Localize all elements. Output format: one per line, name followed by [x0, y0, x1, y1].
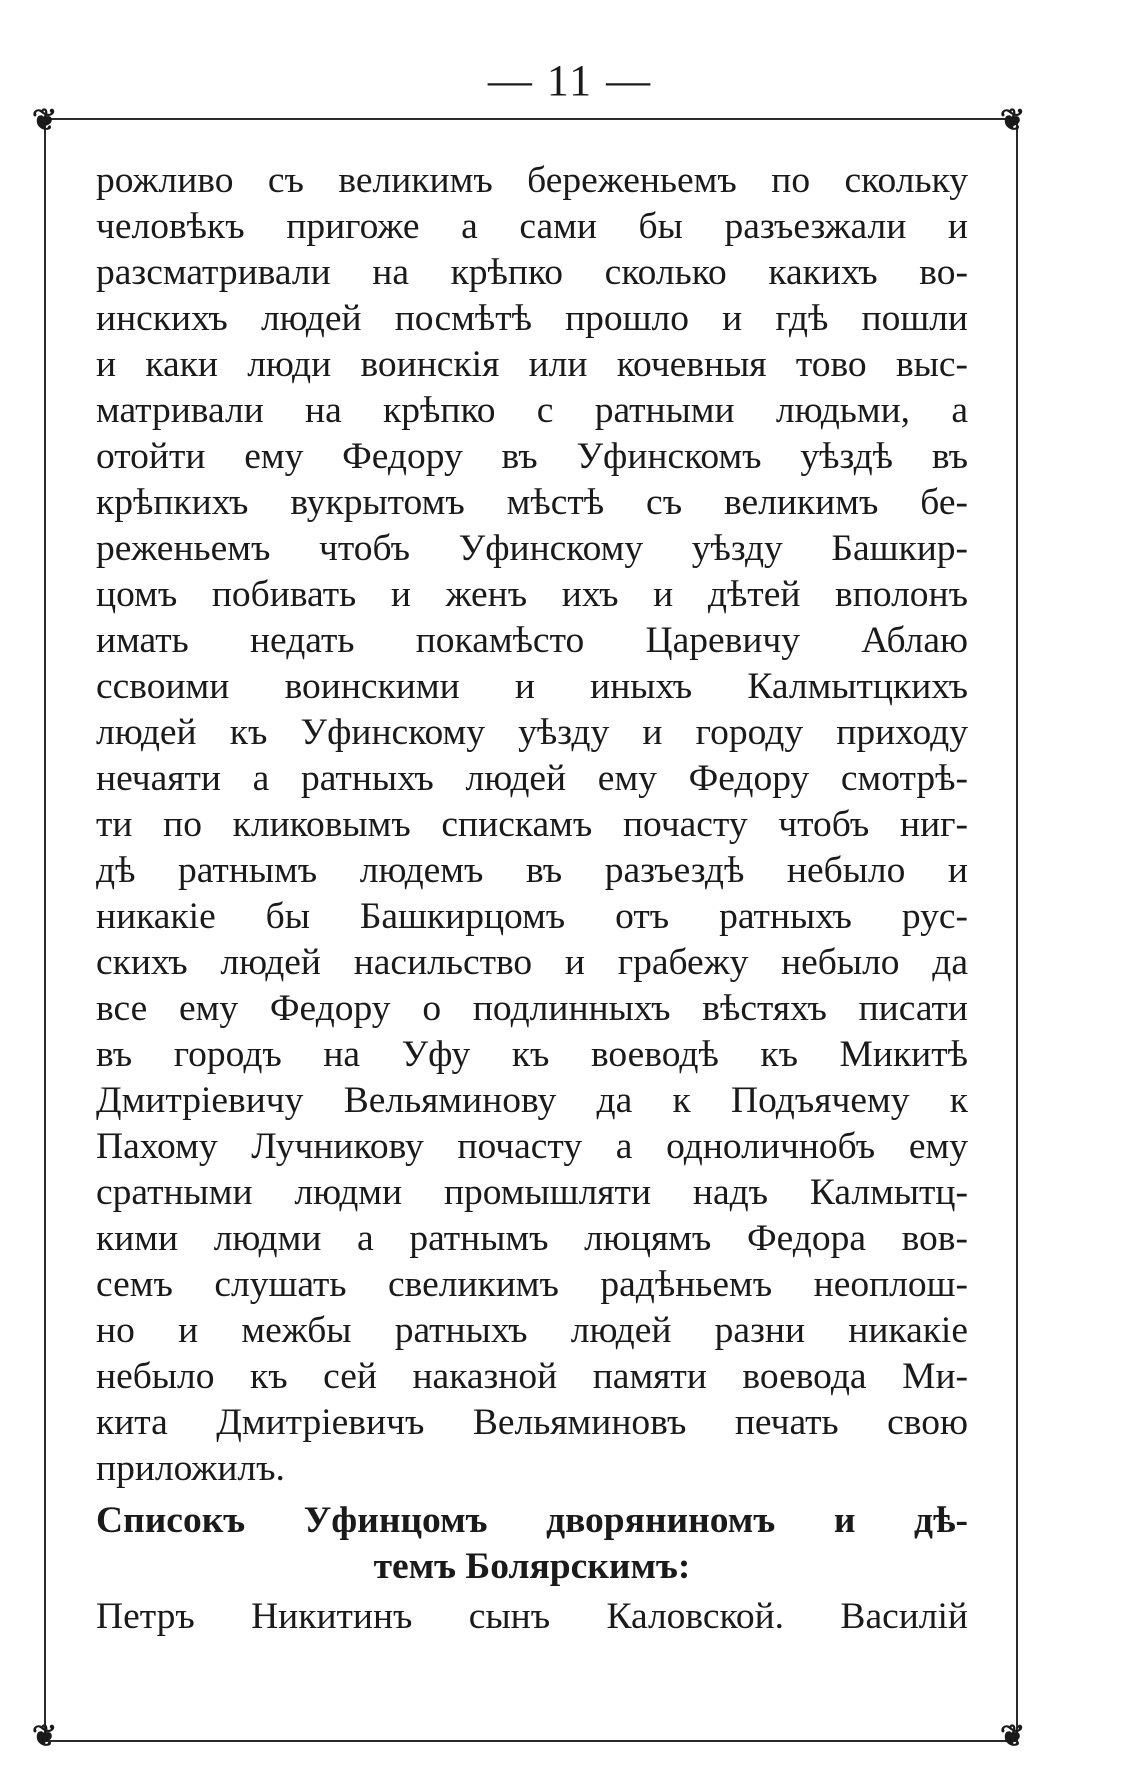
text-line: реженьемъ чтобъ Уфинскому уѣзду Башкир-: [96, 528, 968, 569]
text-line: кита Дмитріевичъ Вельяминовъ печать свою: [96, 1402, 968, 1443]
text-line: инскихъ людей посмѣтѣ прошло и гдѣ пошли: [96, 298, 968, 339]
text-line: и каки люди воинскія или кочевныя тово выс-: [96, 344, 968, 385]
page-number: — 11 —: [487, 56, 653, 105]
list-heading: [96, 1498, 968, 1590]
text-line: рожливо съ великимъ береженьемъ по скольку: [96, 160, 968, 201]
text-block: [96, 158, 968, 1640]
text-line: имать недать покамѣсто Царевичу Аблаю: [96, 620, 968, 661]
text-line: темъ Болярскимъ:: [373, 1546, 691, 1587]
text-line: приложилъ.: [96, 1448, 285, 1489]
text-line: кими людми а ратнымъ люцямъ Федора вов-: [96, 1218, 968, 1259]
text-line: человѣкъ пригоже а сами бы разъезжали и: [96, 206, 968, 247]
text-line: Дмитріевичу Вельяминову да к Подъячему к: [96, 1080, 968, 1121]
text-line: все ему Федору о подлинныхъ вѣстяхъ писати: [96, 988, 968, 1029]
text-line: крѣпкихъ вукрытомъ мѣстѣ съ великимъ бе-: [96, 482, 968, 523]
body-paragraph: [96, 158, 968, 1492]
corner-ornament-bottom-left: ❦: [32, 1719, 58, 1754]
corner-ornament-top-left: ❦: [32, 103, 58, 138]
text-line: Списокъ Уфинцомъ дворяниномъ и дѣ-: [96, 1500, 968, 1541]
text-line: дѣ ратнымъ людемъ въ разъездѣ небыло и: [96, 850, 968, 891]
text-line: небыло къ сей наказной памяти воевода Ми-: [96, 1356, 968, 1397]
text-line: людей къ Уфинскому уѣзду и городу приходу: [96, 712, 968, 753]
text-line: нечаяти а ратныхъ людей ему Федору смотрѣ-: [96, 758, 968, 799]
text-line: никакіе бы Башкирцомъ отъ ратныхъ рус-: [96, 896, 968, 937]
text-line: ссвоими воинскими и иныхъ Калмытцкихъ: [96, 666, 968, 707]
text-line: Петръ Никитинъ сынъ Каловской. Василій: [96, 1596, 968, 1637]
text-line: матривали на крѣпко с ратными людьми, а: [96, 390, 968, 431]
text-line: но и межбы ратныхъ людей разни никакіе: [96, 1310, 968, 1351]
text-line: Пахому Лучникову почасту а одноличнобъ ему: [96, 1126, 968, 1167]
text-line: въ городъ на Уфу къ воеводѣ къ Микитѣ: [96, 1034, 968, 1075]
text-line: цомъ побивать и женъ ихъ и дѣтей вполонъ: [96, 574, 968, 615]
corner-ornament-top-right: ❦: [1000, 103, 1026, 138]
text-line: скихъ людей насильство и грабежу небыло да: [96, 942, 968, 983]
text-line: ти по кликовымъ спискамъ почасту чтобъ ниг-: [96, 804, 968, 845]
name-list: [96, 1594, 968, 1640]
corner-ornament-bottom-right: ❦: [1000, 1719, 1026, 1754]
text-line: семъ слушать свеликимъ радѣньемъ неоплош-: [96, 1264, 968, 1305]
text-line: разсматривали на крѣпко сколько какихъ во-: [96, 252, 968, 293]
text-line: сратными людми промышляти надъ Калмытц-: [96, 1172, 968, 1213]
text-line: отойти ему Федору въ Уфинскомъ уѣздѣ въ: [96, 436, 968, 477]
